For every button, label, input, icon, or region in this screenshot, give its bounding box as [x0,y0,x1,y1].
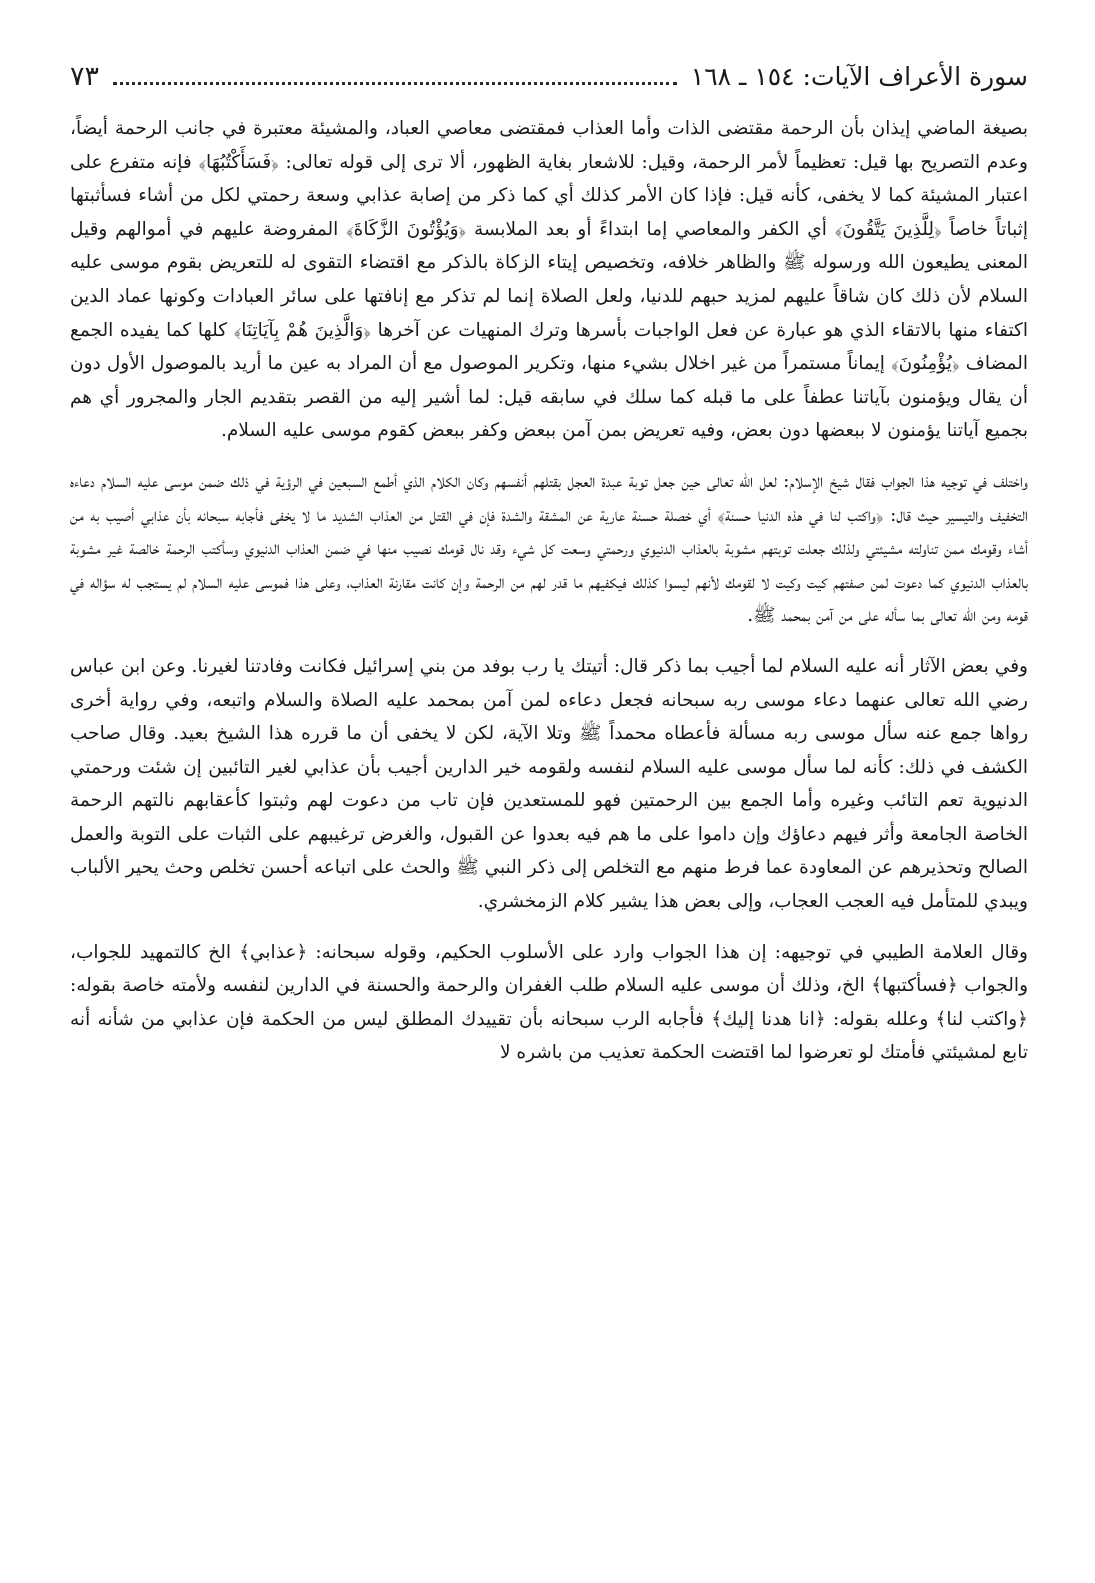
paragraph: وفي بعض الآثار أنه عليه السلام لما أجيب بما ذكر قال: أتيتك يا رب بوفد من بني إسرائيل فكانت وفادتنا لغيرنا. وعن ابن عباس رضي الله تعالى عنهما دعاء موسى ربه سبحانه فجعل دعاءه لمن آمن بمحمد عليه الصلاة والسلام واتبعه، وفي رواية أخرى رواها جمع عنه سأل موسى ربه مسألة فأعطاه محمداً ﷺ وتلا الآية، لكن لا يخفى أن ما قرره هذا الشيخ بعيد. وقال صاحب الكشف في ذلك: كأنه لما سأل موسى عليه السلام لنفسه ولقومه خير الدارين أجيب بأن عذابي لغير التائبين إن شئت ورحمتي الدنيوية تعم التائب وغيره وأما الجمع بين الرحمتين فهو للمستعدين فإن تاب من دعوت لهم وثبتوا كأعقابهم نالتهم الرحمة الخاصة الجامعة وأثر فيهم دعاؤك وإن داموا على ما هم فيه بعدوا عن القبول، والغرض ترغيبهم على الثبات على التوبة والعمل الصالح وتحذيرهم عن المعاودة عما فرط منهم مع التخلص إلى ذكر النبي ﷺ والحث على اتباعه أحسن تخلص وحث يحير الألباب ويبدي للمتأمل فيه العجب العجاب، وإلى بعض هذا يشير كلام الزمخشري. [70,655,1028,913]
header-leader-dots [113,82,677,85]
paragraph: وقال العلامة الطيبي في توجيهه: إن هذا الجواب وارد على الأسلوب الحكيم، وقوله سبحانه: ﴿عذابي﴾ الخ كالتمهيد للجواب، والجواب ﴿فسأكتبها﴾ الخ، وذلك أن موسى عليه السلام طلب الغفران والرحمة والحسنة في الدارين لنفسه ولأمته خاصة بقوله: ﴿واكتب لنا﴾ وعلله بقوله: ﴿انا هدنا إليك﴾ فأجابه الرب سبحانه بأن تقييدك المطلق ليس من الحكمة فإن عذابي من شأنه أنه تابع لمشيئتي فأمتك لو تعرضوا لما اقتضت الحكمة تعذيب من باشره لا [70,941,1028,1064]
page-number: ٧٣ [70,61,100,92]
paragraph: واختلف في توجيه هذا الجواب فقال شيخ الإسلام: لعل الله تعالى حين جعل توبة عبدة العجل بقتلهم أنفسهم وكان الكلام الذي أطمع السبعين في الرؤية في ذلك ضمن موسى عليه السلام دعاءه التخفيف والتيسير حيث قال: ﴿واكتب لنا في هذه الدنيا حسنة﴾ أي خصلة حسنة عارية عن المشقة والشدة فإن في القتل من العذاب الشديد ما لا يخفى فأجابه سبحانه بأن عذابي أصيب به من أشاء وقومك ممن تناولته مشيئتي ولذلك جعلت توبتهم مشوبة بالعذاب الدنيوي ورحمتي وسعت كل شيء وقد نال قومك نصيب منها في ضمن العذاب الدنيوي وسأكتب الرحمة خالصة غير مشوبة بالعذاب الدنيوي كما دعوت لمن صفتهم كيت وكيت لا لقومك لأنهم ليسوا كذلك فيكفيهم ما قدر لهم من الرحمة وإن كانت مقارنة العذاب، وعلى هذا فموسى عليه السلام لم يستجب له سؤاله في قومه ومن الله تعالى بما سأله على من آمن بمحمد ﷺ. [70,470,1028,627]
chapter-title: سورة الأعراف الآيات: ١٥٤ ـ ١٦٨ [690,62,1028,91]
paragraph: بصيغة الماضي إيذان بأن الرحمة مقتضى الذات وأما العذاب فمقتضى معاصي العباد، والمشيئة معتبرة في جانب الرحمة أيضاً، وعدم التصريح بها قيل: تعظيماً لأمر الرحمة، وقيل: للاشعار بغاية الظهور، ألا ترى إلى قوله تعالى: ﴿فَسَأَكْتُبُهَا﴾ فإنه متفرع على اعتبار المشيئة كما لا يخفى، كأنه قيل: فإذا كان الأمر كذلك أي كما ذكر من إصابة عذابي وسعة رحمتي لكل من أشاء فسأثبتها إثباتاً خاصاً ﴿لِلَّذِينَ يَتَّقُونَ﴾ أي الكفر والمعاصي إما ابتداءً أو بعد الملابسة ﴿وَيُؤْتُونَ الزَّكَاةَ﴾ المفروضة عليهم في أموالهم وقيل المعنى يطيعون الله ورسوله ﷺ والظاهر خلافه، وتخصيص إيتاء الزكاة بالذكر مع اقتضاء التقوى له للتعريض بقوم موسى عليه السلام لأن ذلك كان شاقاً عليهم لمزيد حبهم للدنيا، ولعل الصلاة إنما لم تذكر مع إنافتها على سائر العبادات وكونها عماد الدين اكتفاء منها بالاتقاء الذي هو عبارة عن فعل الواجبات بأسرها وترك المنهيات عن آخرها ﴿وَالَّذِينَ هُمْ بِآيَاتِنَا﴾ كلها كما يفيده الجمع المضاف ﴿يُؤْمِنُونَ﴾ إيماناً مستمراً من غير اخلال بشيء منها، وتكرير الموصول مع أن المراد به عين ما أريد بالموصول الأول دون أن يقال ويؤمنون بآياتنا عطفاً على ما قبله كما سلك في سابقه قيل: لما أشير إليه من القصر بتقديم الجار والمجرور أي هم بجميع آياتنا يؤمنون لا ببعضها دون بعض، وفيه تعريض بمن آمن ببعض وكفر ببعض كقوم موسى عليه السلام. [70,118,1028,442]
page-header [70,62,1028,112]
book-page [70,62,1028,1070]
page-body [70,112,1028,1070]
